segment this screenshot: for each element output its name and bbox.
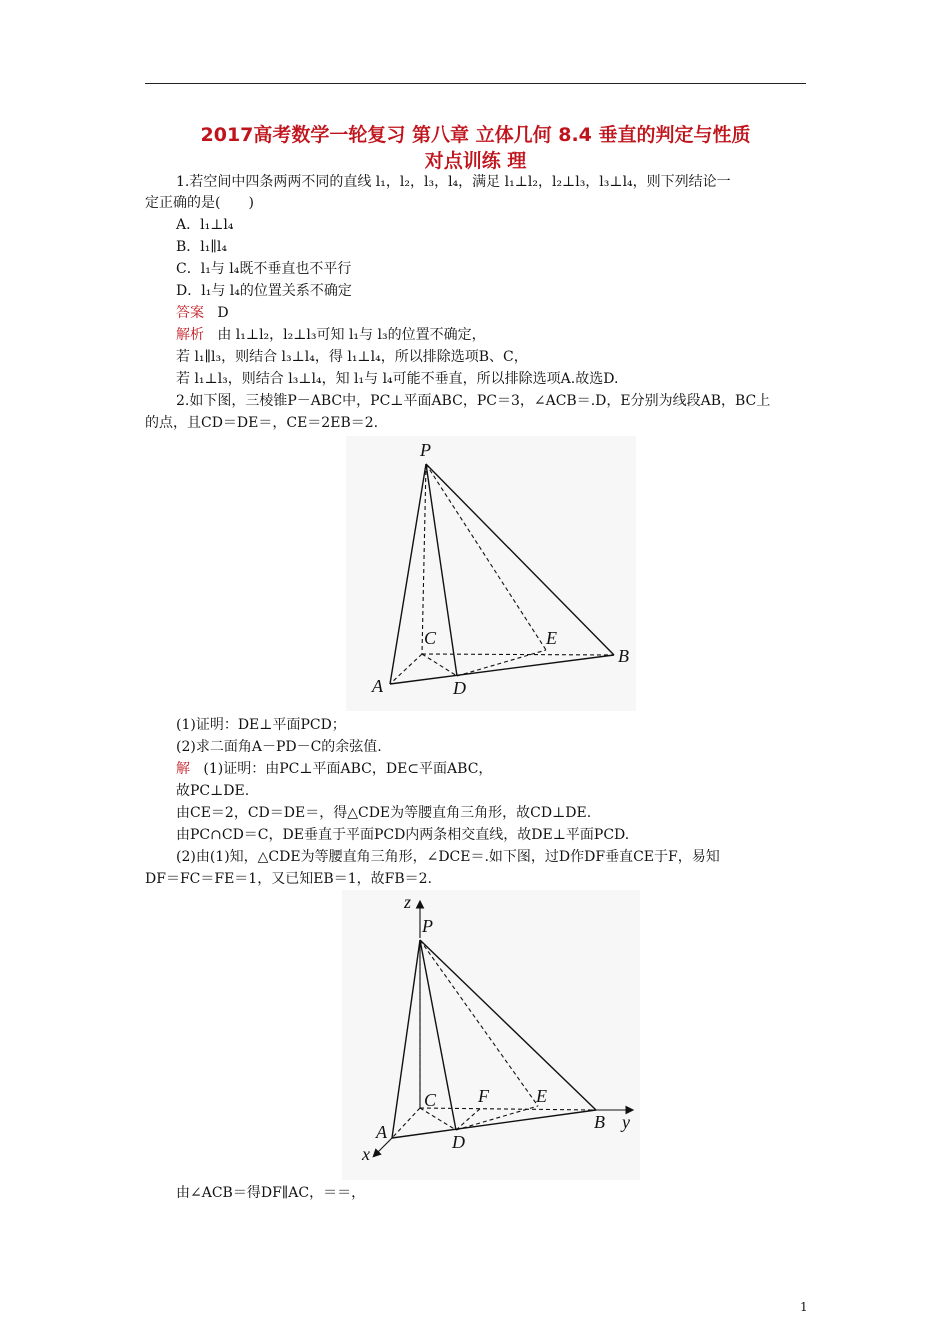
label-y-axis: y [622, 1112, 630, 1132]
q2-stem-line2: 的点，且CD＝DE＝，CE＝2EB＝2. [145, 415, 379, 431]
label-f: F [478, 1086, 489, 1106]
figure-pyramid-1 [346, 436, 636, 711]
page-number: 1 [800, 1300, 808, 1314]
q1-analysis-line2: 若 l₁∥l₃，则结合 l₃⊥l₄，得 l₁⊥l₄，所以排除选项B、C， [176, 349, 528, 365]
label-x-axis: x [362, 1144, 370, 1164]
analysis-text: 由 l₁⊥l₂，l₂⊥l₃可知 l₁与 l₃的位置不确定， [217, 327, 486, 343]
q2-stem-line1: 2.如下图，三棱锥P－ABC中，PC⊥平面ABC，PC＝3，∠ACB＝.D，E分别为线段AB，BC上 [176, 393, 771, 409]
label-e: E [536, 1086, 547, 1106]
q2-solution-line2: 故PC⊥DE. [176, 783, 250, 799]
q1-analysis-line3: 若 l₁⊥l₃，则结合 l₃⊥l₄，知 l₁与 l₄可能不垂直，所以排除选项A.故选D. [176, 371, 619, 387]
answer-value: D [217, 305, 229, 321]
q2-solution-line4: 由PC∩CD＝C，DE垂直于平面PCD内两条相交直线，故DE⊥平面PCD. [176, 827, 630, 843]
q2-solution-line5: (2)由(1)知，△CDE为等腰直角三角形，∠DCE＝.如下图，过D作DF垂直CE于F，易知 [176, 849, 720, 865]
doc-title: 2017高考数学一轮复习 第八章 立体几何 8.4 垂直的判定与性质 [200, 124, 751, 146]
solution-label: 解 [176, 761, 190, 777]
q2-part1: (1)证明：DE⊥平面PCD； [176, 717, 346, 733]
label-a: A [376, 1122, 387, 1142]
header-rule [145, 83, 806, 84]
q1-analysis-line1 [145, 325, 810, 345]
q1-answer [145, 303, 810, 323]
q1-stem-line2: 定正确的是( ) [145, 195, 254, 211]
label-e: E [546, 628, 557, 648]
label-a: A [372, 676, 383, 696]
q2-solution-line1 [145, 759, 810, 779]
figure-pyramid-2 [342, 890, 640, 1180]
label-p: P [420, 440, 431, 460]
label-b: B [594, 1112, 605, 1132]
label-z-axis: z [404, 892, 412, 912]
q2-solution-line7: 由∠ACB＝得DF∥AC，＝＝， [176, 1185, 366, 1201]
analysis-label: 解析 [176, 327, 204, 343]
label-b: B [618, 646, 629, 666]
label-d: D [453, 678, 466, 698]
label-c: C [424, 628, 437, 648]
q1-option-d: D．l₁与 l₄的位置关系不确定 [176, 283, 352, 299]
q2-solution-line3: 由CE＝2，CD＝DE＝，得△CDE为等腰直角三角形，故CD⊥DE. [176, 805, 592, 821]
doc-subtitle: 对点训练 理 [424, 150, 527, 172]
q1-stem-line1: 1.若空间中四条两两不同的直线 l₁，l₂，l₃，l₄，满足 l₁⊥l₂，l₂⊥l₃，l₃⊥l₄，则下列结论一 [176, 174, 731, 190]
label-d: D [452, 1132, 465, 1152]
q1-option-c: C．l₁与 l₄既不垂直也不平行 [176, 261, 352, 277]
answer-label: 答案 [176, 305, 204, 321]
pyramid-diagram-1 [346, 436, 636, 711]
q2-solution-line6: DF＝FC＝FE＝1，又已知EB＝1，故FB＝2. [145, 871, 432, 887]
q2-part2: (2)求二面角A－PD－C的余弦值. [176, 739, 382, 755]
label-p: P [422, 916, 433, 936]
pyramid-diagram-2 [342, 890, 640, 1180]
q1-option-b: B．l₁∥l₄ [176, 239, 227, 255]
label-c: C [424, 1090, 437, 1110]
q1-option-a: A．l₁⊥l₄ [176, 217, 234, 233]
solution-text: (1)证明：由PC⊥平面ABC，DE⊂平面ABC， [203, 761, 493, 777]
